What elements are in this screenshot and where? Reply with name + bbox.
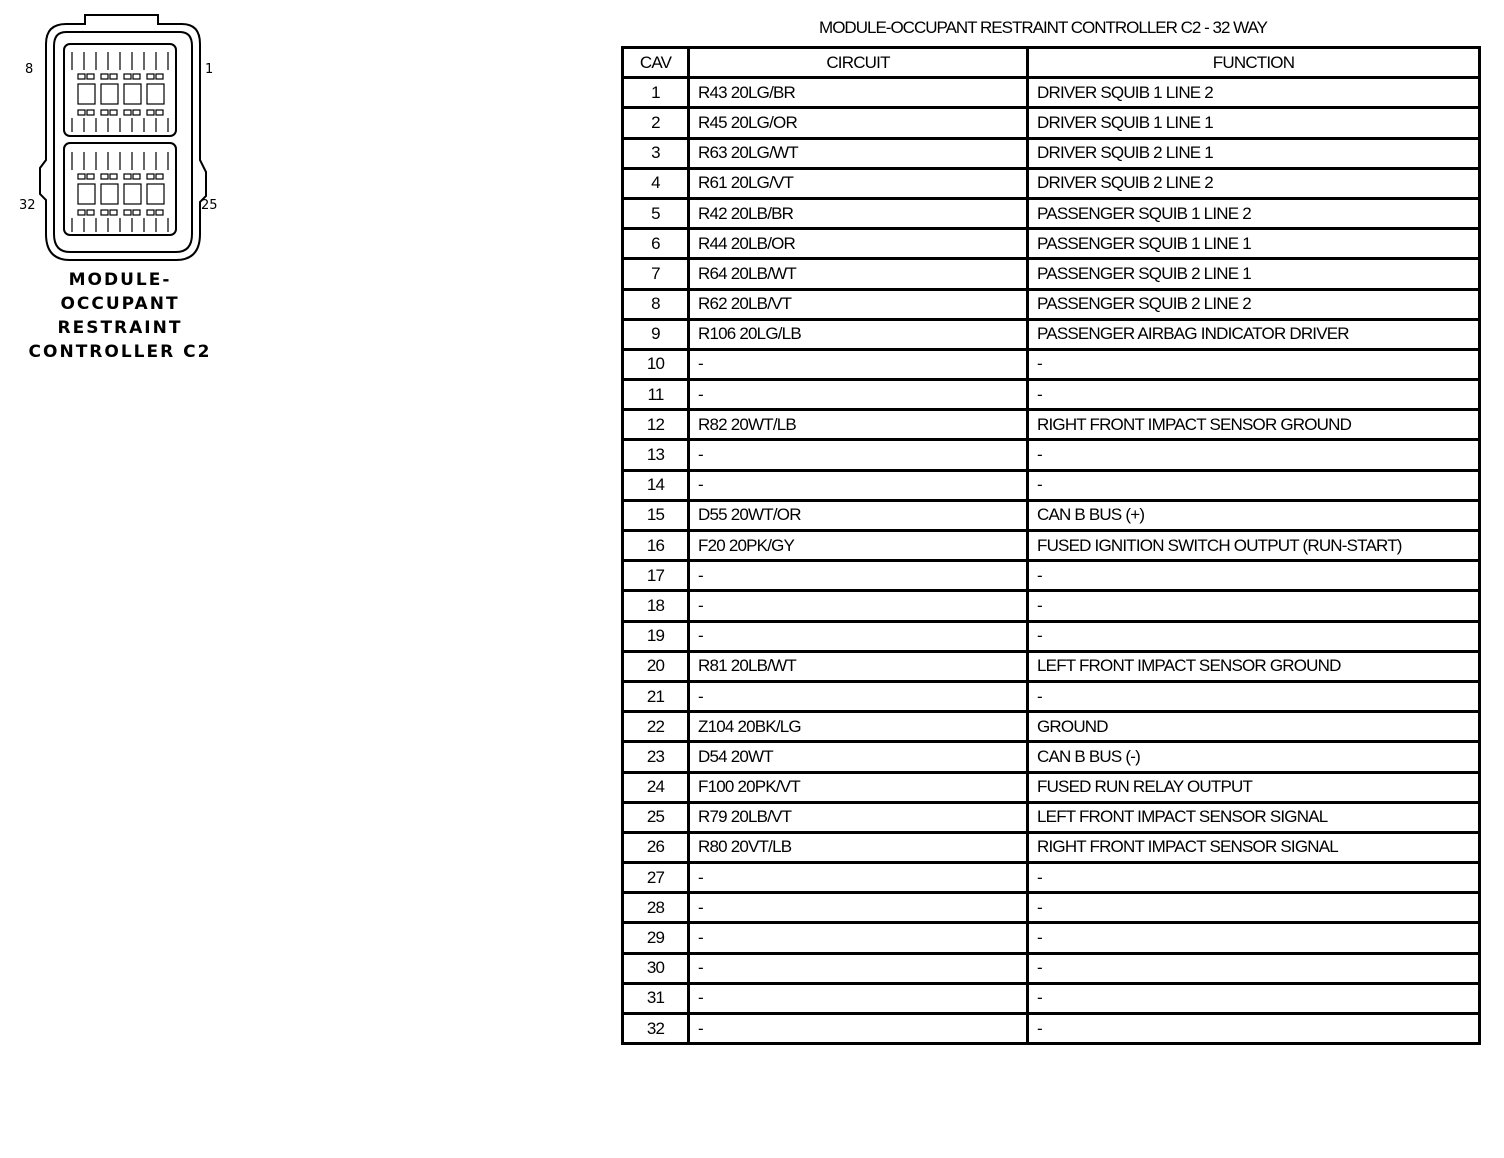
cavity-shape (101, 74, 108, 79)
cavity-shape (156, 174, 163, 179)
cavity-shape (87, 110, 94, 115)
cavity-shape (124, 184, 141, 204)
cell-cav: 30 (623, 953, 689, 983)
cell-cav: 3 (623, 138, 689, 168)
cavity-shape (133, 174, 140, 179)
table-row (623, 349, 1480, 379)
table-row (623, 712, 1480, 742)
header-cav: CAV (623, 48, 689, 78)
table-row (623, 229, 1480, 259)
cell-cav: 19 (623, 621, 689, 651)
cavity-shape (101, 210, 108, 215)
cavity-shape (87, 210, 94, 215)
table-row (623, 772, 1480, 802)
cell-cav: 18 (623, 591, 689, 621)
cell-function: - (1028, 380, 1480, 410)
cavity-shape (124, 110, 131, 115)
cell-cav: 2 (623, 108, 689, 138)
cell-circuit: - (689, 561, 1028, 591)
table-row (623, 802, 1480, 832)
cell-cav: 17 (623, 561, 689, 591)
table-row (623, 78, 1480, 108)
cavity-shape (124, 84, 141, 104)
cell-circuit: R106 20LG/LB (689, 319, 1028, 349)
cell-function: - (1028, 621, 1480, 651)
cavity-shape (133, 210, 140, 215)
table-row (623, 893, 1480, 923)
cell-function: DRIVER SQUIB 2 LINE 2 (1028, 168, 1480, 198)
cavity-shape (124, 210, 131, 215)
cell-circuit: - (689, 923, 1028, 953)
cell-cav: 6 (623, 229, 689, 259)
cell-cav: 8 (623, 289, 689, 319)
cavity-shape (101, 110, 108, 115)
cell-function: PASSENGER SQUIB 2 LINE 2 (1028, 289, 1480, 319)
cell-circuit: - (689, 863, 1028, 893)
cell-circuit: R45 20LG/OR (689, 108, 1028, 138)
table-row (623, 923, 1480, 953)
table-row (623, 108, 1480, 138)
table-row (623, 621, 1480, 651)
cell-cav: 16 (623, 531, 689, 561)
cavity-shape (101, 174, 108, 179)
cavity-shape (147, 74, 154, 79)
caption-line: CONTROLLER C2 (28, 342, 212, 362)
cell-function: - (1028, 863, 1480, 893)
cavity-shape (110, 174, 117, 179)
table-row (623, 470, 1480, 500)
cell-function: PASSENGER SQUIB 1 LINE 1 (1028, 229, 1480, 259)
cell-function: LEFT FRONT IMPACT SENSOR GROUND (1028, 651, 1480, 681)
cell-function: - (1028, 983, 1480, 1013)
cell-function: DRIVER SQUIB 2 LINE 1 (1028, 138, 1480, 168)
cell-cav: 27 (623, 863, 689, 893)
cell-circuit: - (689, 621, 1028, 651)
cell-function: GROUND (1028, 712, 1480, 742)
cavity-shape (87, 74, 94, 79)
pin-label-top-left: 8 (25, 62, 34, 77)
cell-cav: 13 (623, 440, 689, 470)
cavity-shape (147, 174, 154, 179)
cell-function: PASSENGER SQUIB 2 LINE 1 (1028, 259, 1480, 289)
cell-function: LEFT FRONT IMPACT SENSOR SIGNAL (1028, 802, 1480, 832)
cell-cav: 4 (623, 168, 689, 198)
cavity-shape (147, 84, 164, 104)
cell-function: RIGHT FRONT IMPACT SENSOR SIGNAL (1028, 832, 1480, 862)
cavity-shape (147, 184, 164, 204)
cell-cav: 24 (623, 772, 689, 802)
cavity-shape (124, 74, 131, 79)
cell-circuit: R80 20VT/LB (689, 832, 1028, 862)
table-row (623, 832, 1480, 862)
cavity-shape (147, 110, 154, 115)
cavity-shape (78, 184, 95, 204)
cavity-shape (133, 110, 140, 115)
cell-cav: 20 (623, 651, 689, 681)
cell-cav: 10 (623, 349, 689, 379)
table-row (623, 591, 1480, 621)
pin-label-bottom-left: 32 (19, 198, 36, 213)
cell-function: - (1028, 681, 1480, 711)
table-row (623, 259, 1480, 289)
cell-function: RIGHT FRONT IMPACT SENSOR GROUND (1028, 410, 1480, 440)
cell-function: - (1028, 953, 1480, 983)
cell-cav: 25 (623, 802, 689, 832)
header-function: FUNCTION (1028, 48, 1480, 78)
cavity-shape (78, 84, 95, 104)
cavity-shape (156, 110, 163, 115)
pin-label-bottom-right: 25 (201, 198, 218, 213)
table-row (623, 863, 1480, 893)
cell-circuit: R63 20LG/WT (689, 138, 1028, 168)
cavity-shape (87, 174, 94, 179)
table-row (623, 289, 1480, 319)
table-row (623, 380, 1480, 410)
table-row (623, 561, 1480, 591)
cell-circuit: R43 20LG/BR (689, 78, 1028, 108)
table-row (623, 319, 1480, 349)
cell-function: - (1028, 349, 1480, 379)
cell-function: CAN B BUS (+) (1028, 500, 1480, 530)
cell-cav: 1 (623, 78, 689, 108)
cell-circuit: R42 20LB/BR (689, 198, 1028, 228)
cell-circuit: - (689, 893, 1028, 923)
cell-cav: 32 (623, 1014, 689, 1044)
cell-function: - (1028, 440, 1480, 470)
cell-cav: 11 (623, 380, 689, 410)
table-title: MODULE-OCCUPANT RESTRAINT CONTROLLER C2 - 32 WAY (819, 18, 1267, 37)
cell-circuit: - (689, 983, 1028, 1013)
cavity-shape (147, 210, 154, 215)
cell-cav: 14 (623, 470, 689, 500)
cell-cav: 5 (623, 198, 689, 228)
table-row (623, 742, 1480, 772)
cell-function: PASSENGER SQUIB 1 LINE 2 (1028, 198, 1480, 228)
cell-cav: 15 (623, 500, 689, 530)
cell-function: - (1028, 1014, 1480, 1044)
cell-circuit: - (689, 380, 1028, 410)
header-circuit: CIRCUIT (689, 48, 1028, 78)
cell-circuit: R81 20LB/WT (689, 651, 1028, 681)
cell-cav: 31 (623, 983, 689, 1013)
cell-circuit: R82 20WT/LB (689, 410, 1028, 440)
cell-circuit: R79 20LB/VT (689, 802, 1028, 832)
cell-function: PASSENGER AIRBAG INDICATOR DRIVER (1028, 319, 1480, 349)
cell-circuit: - (689, 681, 1028, 711)
caption-line: RESTRAINT (57, 318, 183, 338)
cell-cav: 12 (623, 410, 689, 440)
cell-circuit: F100 20PK/VT (689, 772, 1028, 802)
cell-circuit: - (689, 591, 1028, 621)
pin-label-top-right: 1 (205, 62, 214, 77)
cell-circuit: - (689, 1014, 1028, 1044)
cell-circuit: - (689, 470, 1028, 500)
cell-circuit: - (689, 440, 1028, 470)
cavity-shape (101, 184, 118, 204)
cell-circuit: D55 20WT/OR (689, 500, 1028, 530)
cell-function: - (1028, 591, 1480, 621)
cavity-shape (110, 110, 117, 115)
cell-function: FUSED IGNITION SWITCH OUTPUT (RUN-START) (1028, 531, 1480, 561)
cell-cav: 26 (623, 832, 689, 862)
cell-function: - (1028, 470, 1480, 500)
cell-function: DRIVER SQUIB 1 LINE 2 (1028, 78, 1480, 108)
cell-circuit: Z104 20BK/LG (689, 712, 1028, 742)
connector-caption (20, 268, 220, 364)
cavity-shape (110, 74, 117, 79)
cell-function: - (1028, 923, 1480, 953)
cell-function: DRIVER SQUIB 1 LINE 1 (1028, 108, 1480, 138)
cavity-shape (133, 74, 140, 79)
cell-circuit: R62 20LB/VT (689, 289, 1028, 319)
caption-line: MODULE- (68, 270, 172, 290)
cavity-shape (78, 210, 85, 215)
table-row (623, 681, 1480, 711)
cell-circuit: F20 20PK/GY (689, 531, 1028, 561)
table-row (623, 138, 1480, 168)
table-row (623, 651, 1480, 681)
cell-circuit: R61 20LG/VT (689, 168, 1028, 198)
table-row (623, 410, 1480, 440)
table-row (623, 198, 1480, 228)
cavity-shape (78, 74, 85, 79)
cell-function: - (1028, 893, 1480, 923)
cell-cav: 21 (623, 681, 689, 711)
cell-function: FUSED RUN RELAY OUTPUT (1028, 772, 1480, 802)
table-row (623, 983, 1480, 1013)
cell-cav: 7 (623, 259, 689, 289)
cavity-shape (156, 210, 163, 215)
cavity-shape (78, 110, 85, 115)
table-header-row (623, 48, 1480, 78)
cavity-shape (101, 84, 118, 104)
cavity-shape (110, 210, 117, 215)
connector-face-drawing (0, 0, 240, 270)
cavity-shape (78, 174, 85, 179)
table-row (623, 531, 1480, 561)
table-row (623, 953, 1480, 983)
table-row (623, 440, 1480, 470)
table-row (623, 500, 1480, 530)
cell-circuit: D54 20WT (689, 742, 1028, 772)
cell-function: - (1028, 561, 1480, 591)
caption-line: OCCUPANT (60, 294, 180, 314)
cell-circuit: R44 20LB/OR (689, 229, 1028, 259)
cell-circuit: - (689, 349, 1028, 379)
pinout-table (621, 46, 1481, 1045)
cell-cav: 28 (623, 893, 689, 923)
cavity-shape (156, 74, 163, 79)
cell-circuit: R64 20LB/WT (689, 259, 1028, 289)
cavity-shape (124, 174, 131, 179)
cell-cav: 22 (623, 712, 689, 742)
cell-circuit: - (689, 953, 1028, 983)
table-row (623, 168, 1480, 198)
cell-cav: 9 (623, 319, 689, 349)
table-row (623, 1014, 1480, 1044)
cell-cav: 23 (623, 742, 689, 772)
cell-function: CAN B BUS (-) (1028, 742, 1480, 772)
cell-cav: 29 (623, 923, 689, 953)
